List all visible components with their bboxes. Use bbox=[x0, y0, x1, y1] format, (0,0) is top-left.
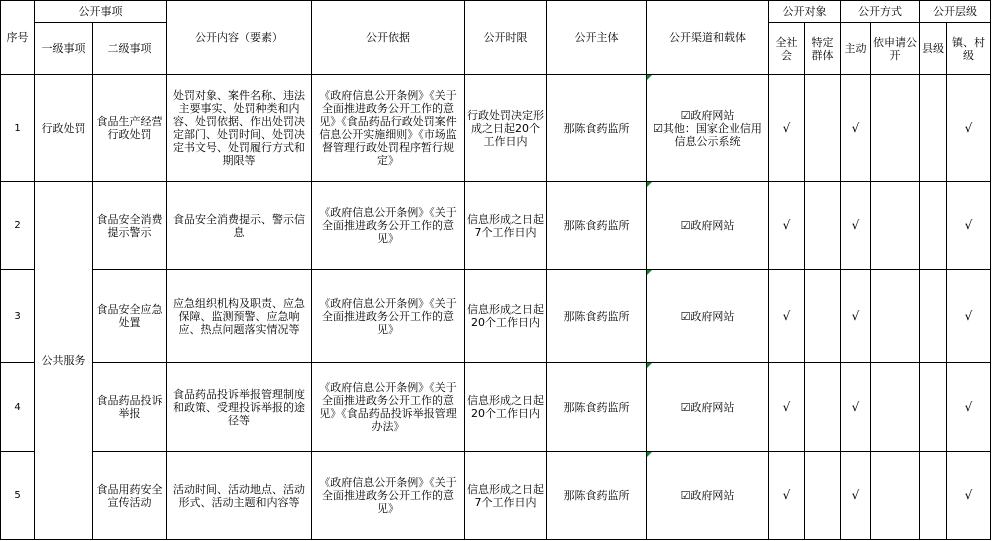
row-seq: 3 bbox=[1, 270, 35, 363]
row-target-all: √ bbox=[769, 363, 805, 452]
row-basis: 《政府信息公开条例》《关于全面推进政务公开工作的意见》 bbox=[312, 270, 465, 363]
row-level-county bbox=[920, 75, 947, 182]
category-admin-penalty: 行政处罚 bbox=[35, 75, 93, 182]
row-level-town: √ bbox=[947, 270, 991, 363]
row-target-specific bbox=[805, 452, 841, 540]
header-target-group: 公开对象 bbox=[769, 1, 841, 23]
cell-marker-icon bbox=[647, 363, 652, 368]
header-target-all: 全社会 bbox=[769, 23, 805, 75]
row-item2: 食品用药安全宣传活动 bbox=[93, 452, 167, 540]
row-item2: 食品药品投诉举报 bbox=[93, 363, 167, 452]
cell-marker-icon bbox=[647, 452, 652, 457]
row-target-all: √ bbox=[769, 270, 805, 363]
header-seq: 序号 bbox=[1, 1, 35, 75]
row-deadline: 信息形成之日起20个工作日内 bbox=[465, 363, 547, 452]
cell-marker-icon bbox=[647, 270, 652, 275]
row-subject: 那陈食药监所 bbox=[547, 182, 647, 270]
header-items-group: 公开事项 bbox=[35, 1, 167, 23]
row-mode-apply bbox=[871, 452, 920, 540]
row-level-town: √ bbox=[947, 452, 991, 540]
header-content: 公开内容（要素） bbox=[167, 1, 312, 75]
row-seq: 5 bbox=[1, 452, 35, 540]
row-channel bbox=[647, 270, 769, 363]
row-item2: 食品生产经营行政处罚 bbox=[93, 75, 167, 182]
cell-marker-icon bbox=[647, 182, 652, 187]
header-level2: 二级事项 bbox=[93, 23, 167, 75]
row-target-all: √ bbox=[769, 75, 805, 182]
row-level-county bbox=[920, 270, 947, 363]
row-level-town: √ bbox=[947, 182, 991, 270]
row-mode-active: √ bbox=[841, 270, 871, 363]
category-public-service: 公共服务 bbox=[35, 182, 93, 540]
row-target-all: √ bbox=[769, 182, 805, 270]
row-basis: 《政府信息公开条例》《关于全面推进政务公开工作的意见》《食品药品行政处罚案件信息公开实施细则》《市场监督管理行政处罚程序暂行规定》 bbox=[312, 75, 465, 182]
row-seq: 2 bbox=[1, 182, 35, 270]
row-content: 处罚对象、案件名称、违法主要事实、处罚种类和内容、处罚依据、作出处罚决定部门、处罚时间、处罚决定书文号、处罚履行方式和期限等 bbox=[167, 75, 312, 182]
row-content: 活动时间、活动地点、活动形式、活动主题和内容等 bbox=[167, 452, 312, 540]
row-channel bbox=[647, 363, 769, 452]
header-deadline: 公开时限 bbox=[465, 1, 547, 75]
row-target-all: √ bbox=[769, 452, 805, 540]
row-content: 应急组织机构及职责、应急保障、监测预警、应急响应、热点问题落实情况等 bbox=[167, 270, 312, 363]
row-level-county bbox=[920, 182, 947, 270]
row-mode-active: √ bbox=[841, 363, 871, 452]
row-channel bbox=[647, 452, 769, 540]
row-level-town: √ bbox=[947, 75, 991, 182]
header-level-town: 镇、村级 bbox=[947, 23, 991, 75]
row-subject: 那陈食药监所 bbox=[547, 75, 647, 182]
channel-option: ☑其他：国家企业信用信息公示系统 bbox=[653, 121, 762, 148]
row-seq: 4 bbox=[1, 363, 35, 452]
row-subject: 那陈食药监所 bbox=[547, 363, 647, 452]
row-mode-apply bbox=[871, 270, 920, 363]
table-row bbox=[1, 452, 991, 540]
header-target-specific: 特定群体 bbox=[805, 23, 841, 75]
channel-option: ☑政府网站 bbox=[680, 489, 735, 502]
channel-option: ☑政府网站 bbox=[680, 400, 735, 414]
channel-option: ☑政府网站 bbox=[680, 219, 735, 232]
cell-marker-icon bbox=[647, 75, 652, 80]
row-channel bbox=[647, 182, 769, 270]
row-subject: 那陈食药监所 bbox=[547, 452, 647, 540]
header-channel: 公开渠道和载体 bbox=[647, 1, 769, 75]
row-item2: 食品安全应急处置 bbox=[93, 270, 167, 363]
row-deadline: 行政处罚决定形成之日起20个工作日内 bbox=[465, 75, 547, 182]
header-basis: 公开依据 bbox=[312, 1, 465, 75]
row-target-specific bbox=[805, 75, 841, 182]
row-deadline: 信息形成之日起7个工作日内 bbox=[465, 182, 547, 270]
row-level-town: √ bbox=[947, 363, 991, 452]
row-channel bbox=[647, 75, 769, 182]
row-level-county bbox=[920, 363, 947, 452]
row-target-specific bbox=[805, 363, 841, 452]
row-deadline: 信息形成之日起20个工作日内 bbox=[465, 270, 547, 363]
row-deadline: 信息形成之日起7个工作日内 bbox=[465, 452, 547, 540]
row-subject: 那陈食药监所 bbox=[547, 270, 647, 363]
row-basis: 《政府信息公开条例》《关于全面推进政务公开工作的意见》 bbox=[312, 182, 465, 270]
header-row-1 bbox=[1, 1, 991, 23]
header-mode-apply: 依申请公开 bbox=[871, 23, 920, 75]
table-row bbox=[1, 363, 991, 452]
table-row bbox=[1, 75, 991, 182]
row-content: 食品药品投诉举报管理制度和政策、受理投诉举报的途径等 bbox=[167, 363, 312, 452]
header-level-group: 公开层级 bbox=[920, 1, 991, 23]
row-basis: 《政府信息公开条例》《关于全面推进政务公开工作的意见》 bbox=[312, 452, 465, 540]
row-level-county bbox=[920, 452, 947, 540]
row-target-specific bbox=[805, 270, 841, 363]
header-mode-active: 主动 bbox=[841, 23, 871, 75]
channel-option: ☑政府网站 bbox=[680, 108, 735, 122]
header-subject: 公开主体 bbox=[547, 1, 647, 75]
row-seq: 1 bbox=[1, 75, 35, 182]
row-target-specific bbox=[805, 182, 841, 270]
header-level1: 一级事项 bbox=[35, 23, 93, 75]
row-mode-apply bbox=[871, 75, 920, 182]
row-content: 食品安全消费提示、警示信息 bbox=[167, 182, 312, 270]
row-mode-active: √ bbox=[841, 452, 871, 540]
row-mode-active: √ bbox=[841, 75, 871, 182]
header-mode-group: 公开方式 bbox=[841, 1, 920, 23]
row-item2: 食品安全消费提示警示 bbox=[93, 182, 167, 270]
channel-option: ☑政府网站 bbox=[680, 309, 735, 323]
row-basis: 《政府信息公开条例》《关于全面推进政务公开工作的意见》《食品药品投诉举报管理办法》 bbox=[312, 363, 465, 452]
table-row bbox=[1, 182, 991, 270]
table-row bbox=[1, 270, 991, 363]
row-mode-apply bbox=[871, 363, 920, 452]
row-mode-apply bbox=[871, 182, 920, 270]
row-mode-active: √ bbox=[841, 182, 871, 270]
header-level-county: 县级 bbox=[920, 23, 947, 75]
